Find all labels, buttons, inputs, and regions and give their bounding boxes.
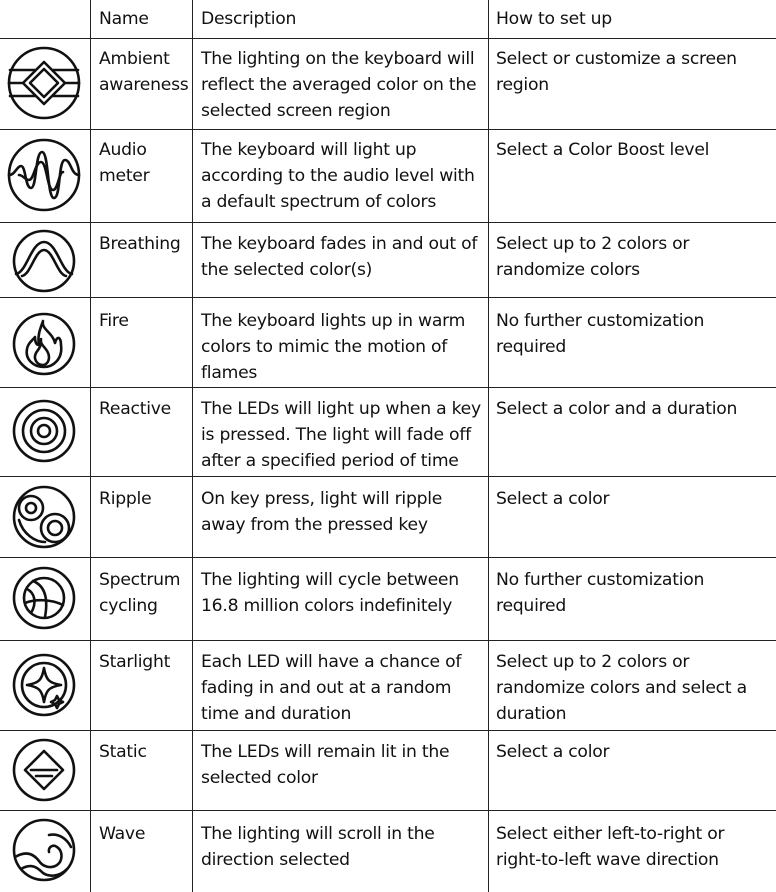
effect-description: The lighting will cycle between 16.8 million colors indefinitely: [201, 570, 459, 616]
ambient-awareness-icon: [5, 44, 83, 122]
spectrum-cycling-icon: [5, 559, 83, 637]
effect-name: Starlight: [99, 652, 171, 672]
row-divider: [0, 557, 776, 558]
row-divider: [0, 810, 776, 811]
effect-description: The lighting on the keyboard will reflect the averaged color on the selected screen region: [201, 49, 477, 121]
effect-name: Breathing: [99, 234, 181, 254]
effect-name: Ambient awareness: [99, 49, 189, 95]
effect-description: The LEDs will remain lit in the selected color: [201, 742, 450, 788]
effect-name: Wave: [99, 824, 146, 844]
header-description: Description: [201, 9, 297, 29]
effect-setup: Select up to 2 colors or randomize colors and select a duration: [496, 652, 747, 724]
effect-description: The keyboard will light up according to the audio level with a default spectrum of colors: [201, 140, 475, 212]
effect-description: The keyboard lights up in warm colors to mimic the motion of flames: [201, 311, 466, 383]
starlight-icon: [5, 646, 83, 724]
ripple-icon: [5, 478, 83, 556]
effect-setup: No further customization required: [496, 570, 705, 616]
effect-setup: No further customization required: [496, 311, 705, 357]
row-divider: [0, 297, 776, 298]
effect-setup: Select up to 2 colors or randomize colors: [496, 234, 690, 280]
row-divider: [0, 222, 776, 223]
column-divider: [192, 0, 193, 892]
effect-description: The LEDs will light up when a key is pressed. The light will fade off after a specified period of time: [201, 399, 481, 471]
reactive-icon: [5, 392, 83, 470]
effect-description: Each LED will have a chance of fading in and out at a random time and duration: [201, 652, 462, 724]
row-divider: [0, 129, 776, 130]
effect-name: Static: [99, 742, 147, 762]
audio-meter-icon: [5, 136, 83, 214]
effect-setup: Select either left-to-right or right-to-left wave direction: [496, 824, 725, 870]
breathing-icon: [5, 222, 83, 300]
column-divider: [488, 0, 489, 892]
header-how-to-set-up: How to set up: [496, 9, 612, 29]
effect-description: On key press, light will ripple away from the pressed key: [201, 489, 443, 535]
effect-setup: Select a color: [496, 742, 610, 762]
column-divider: [90, 0, 91, 892]
effect-description: The keyboard fades in and out of the selected color(s): [201, 234, 478, 280]
effect-name: Reactive: [99, 399, 171, 419]
fire-icon: [5, 305, 83, 383]
effect-name: Audio meter: [99, 140, 150, 186]
row-divider: [0, 387, 776, 388]
effect-name: Spectrum cycling: [99, 570, 181, 616]
effect-name: Ripple: [99, 489, 152, 509]
wave-icon: [5, 811, 83, 889]
row-divider: [0, 730, 776, 731]
effect-setup: Select or customize a screen region: [496, 49, 737, 95]
effect-setup: Select a Color Boost level: [496, 140, 710, 160]
effect-setup: Select a color and a duration: [496, 399, 738, 419]
effect-setup: Select a color: [496, 489, 610, 509]
static-icon: [5, 731, 83, 809]
row-divider: [0, 38, 776, 39]
header-name: Name: [99, 9, 149, 29]
row-divider: [0, 476, 776, 477]
row-divider: [0, 640, 776, 641]
effect-description: The lighting will scroll in the direction selected: [201, 824, 435, 870]
effect-name: Fire: [99, 311, 129, 331]
